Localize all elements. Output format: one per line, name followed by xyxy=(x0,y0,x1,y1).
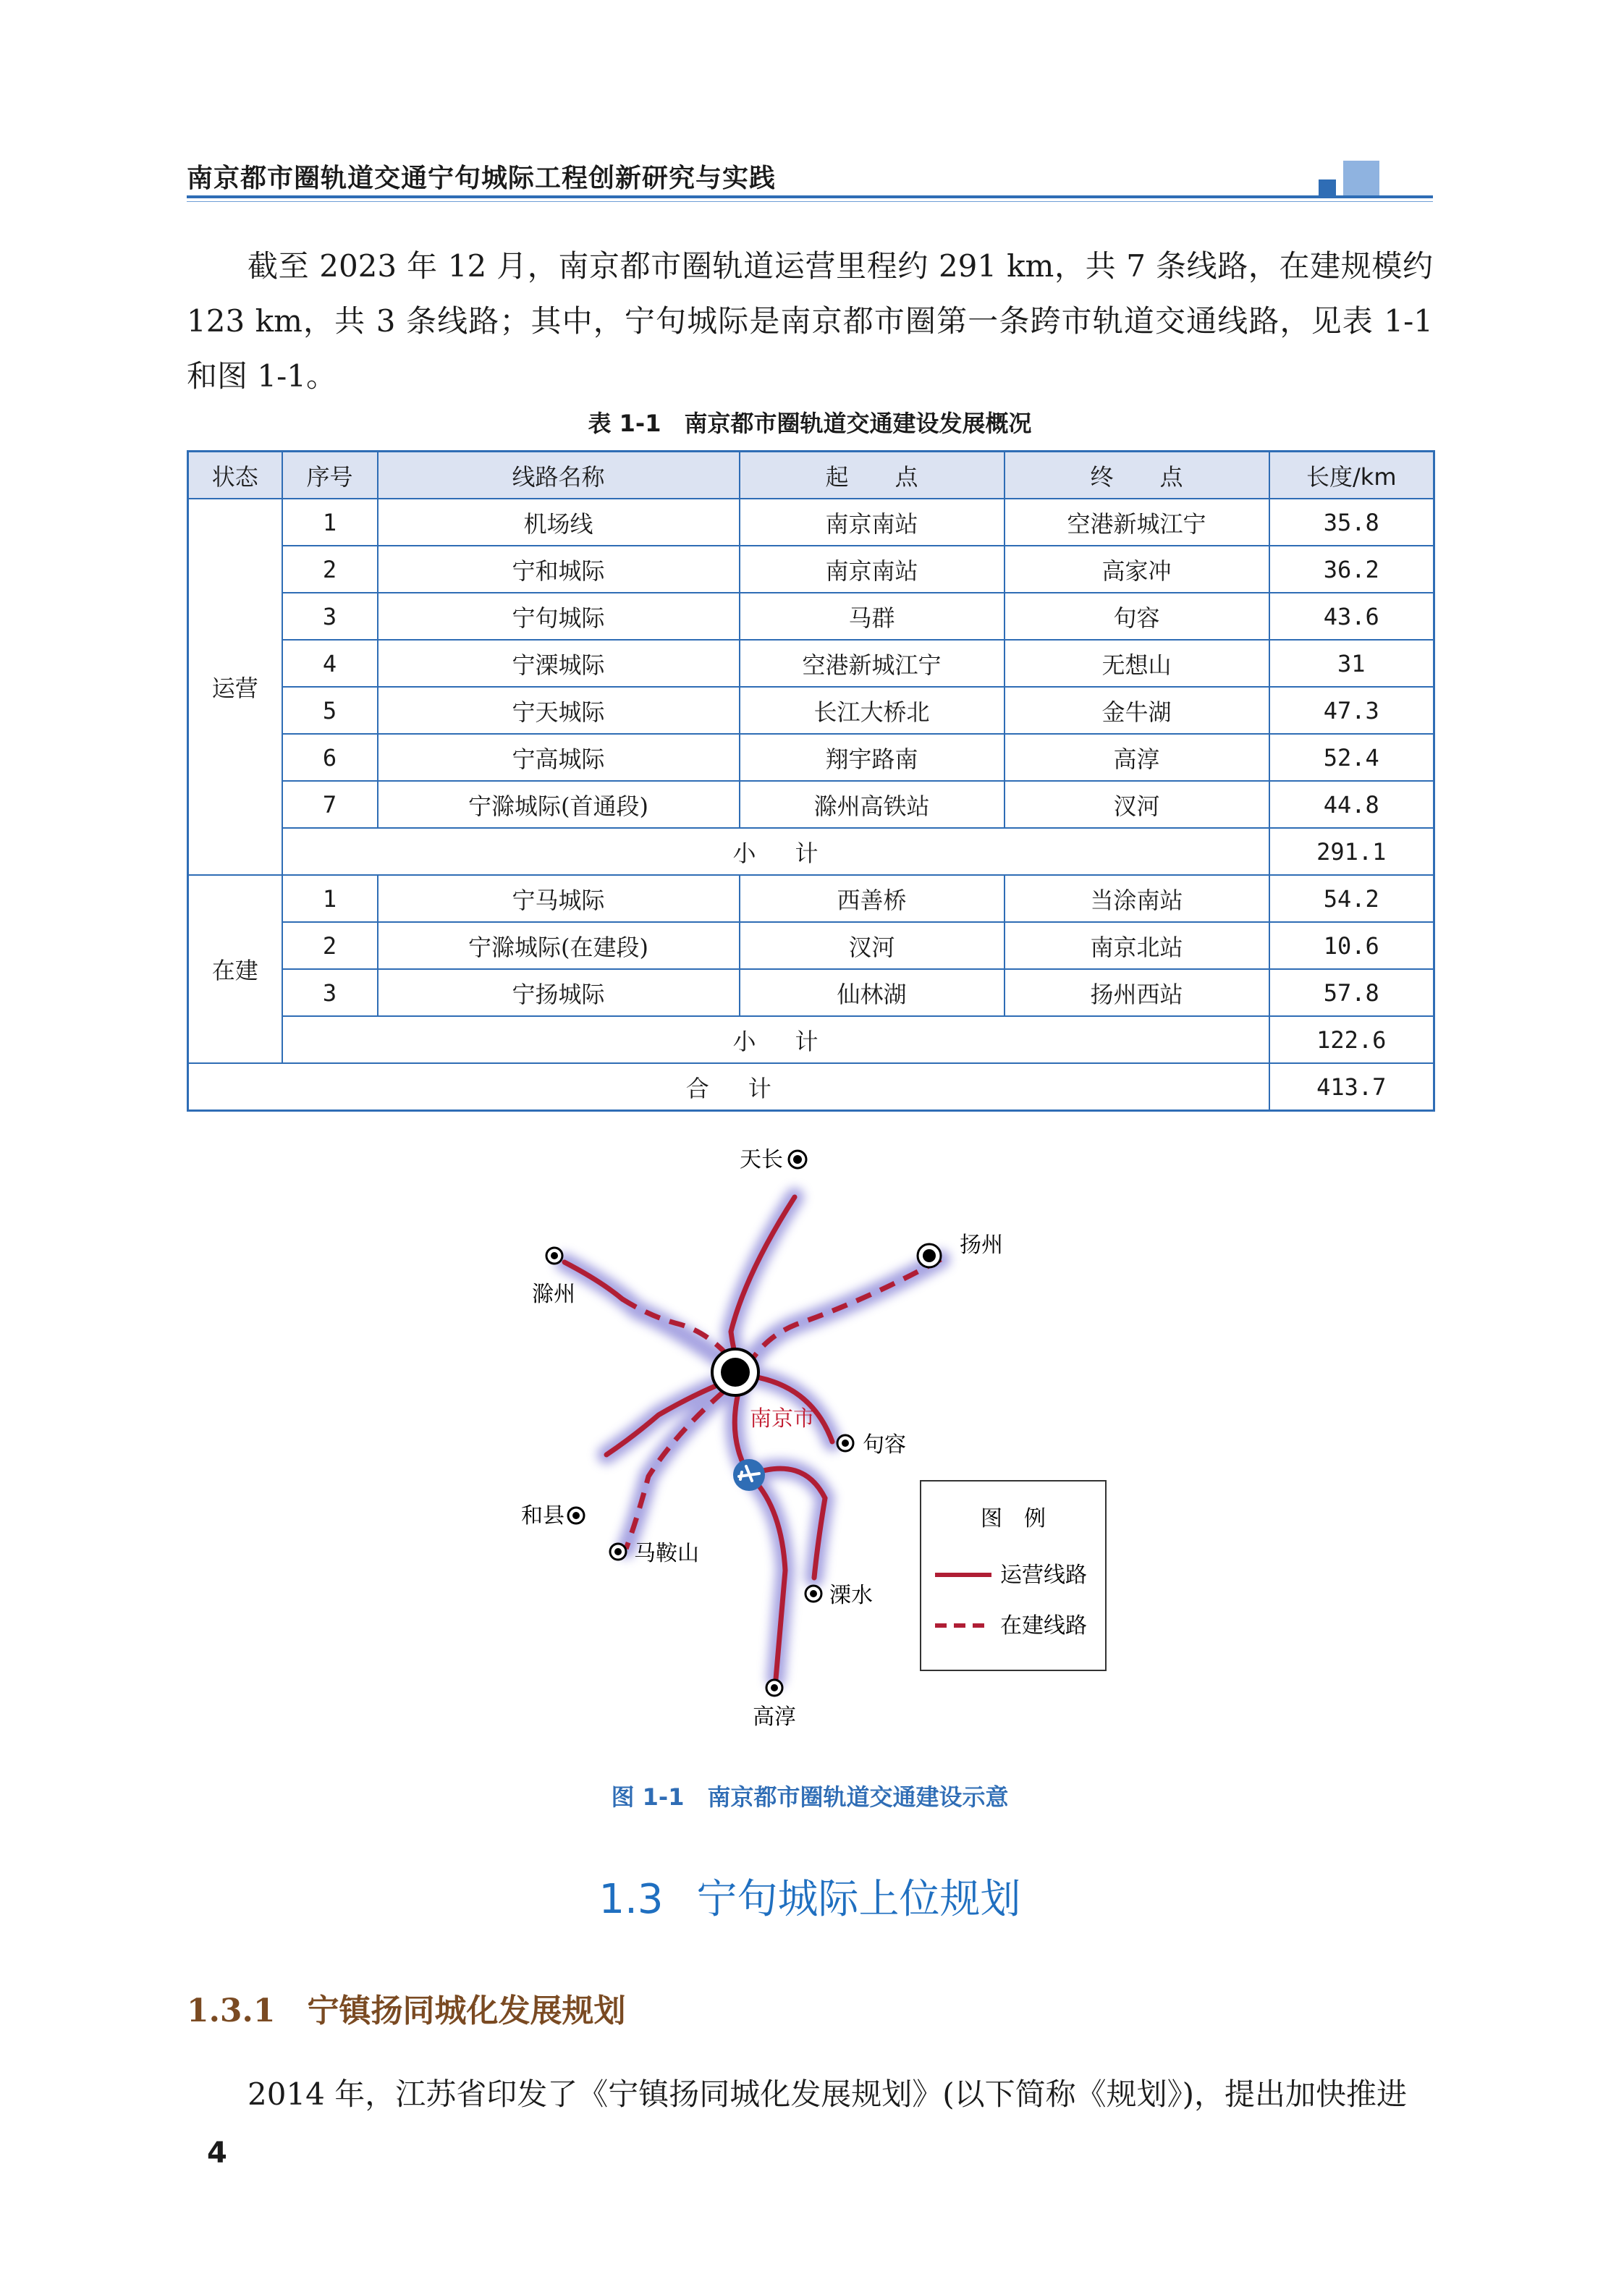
header-length: 长度/km xyxy=(1269,452,1434,499)
row-end: 汊河 xyxy=(1005,781,1269,828)
legend-construction-label: 在建线路 xyxy=(1000,1613,1087,1639)
row-length: 57.8 xyxy=(1269,969,1434,1016)
header-start: 起 点 xyxy=(740,452,1005,499)
book-title: 南京都市圈轨道交通宁句城际工程创新研究与实践 xyxy=(187,164,777,193)
row-index: 3 xyxy=(282,969,378,1016)
intro-paragraph: 截至 2023 年 12 月，南京都市圈轨道运营里程约 291 km，共 7 条线路，在建规模约 123 km，共 3 条线路；其中，宁句城际是南京都市圈第一条跨市轨道交通线路，见表 1-1 和图 1-1。 xyxy=(187,248,1433,394)
row-index: 5 xyxy=(282,687,378,734)
row-line-name: 宁句城际 xyxy=(378,593,740,640)
subtotal-label-text: 小计 xyxy=(732,839,858,867)
row-line-name: 机场线 xyxy=(378,499,740,546)
subsection-number: 1.3.1 xyxy=(187,1992,276,2029)
row-end: 当涂南站 xyxy=(1005,875,1269,922)
city-hexian xyxy=(521,1503,584,1529)
page-number: 4 xyxy=(207,2136,227,2170)
row-length: 35.8 xyxy=(1269,499,1434,546)
row-line-name: 宁滁城际(在建段) xyxy=(378,922,740,969)
table-row xyxy=(188,875,1434,922)
table-row xyxy=(188,546,1434,593)
status-construction: 在建 xyxy=(188,875,282,1063)
table-caption: 表 1-1 南京都市圈轨道交通建设发展概况 xyxy=(588,410,1032,437)
row-line-name: 宁扬城际 xyxy=(378,969,740,1016)
label-hexian: 和县 xyxy=(521,1503,564,1529)
figure-caption: 图 1-1 南京都市圈轨道交通建设示意 xyxy=(611,1783,1009,1811)
rail-network-map xyxy=(463,1144,1143,1766)
row-start: 长江大桥北 xyxy=(740,687,1005,734)
row-end: 句容 xyxy=(1005,593,1269,640)
row-length: 47.3 xyxy=(1269,687,1434,734)
row-length: 36.2 xyxy=(1269,546,1434,593)
header-line-name: 线路名称 xyxy=(378,452,740,499)
header-decoration-large xyxy=(1343,161,1379,195)
header-rule xyxy=(187,195,1433,198)
row-end: 金牛湖 xyxy=(1005,687,1269,734)
label-jurong: 句容 xyxy=(863,1432,906,1458)
header-status: 状态 xyxy=(188,452,282,499)
table-row xyxy=(188,687,1434,734)
city-maanshan xyxy=(610,1541,699,1566)
body-paragraph: 2014 年，江苏省印发了《宁镇扬同城化发展规划》(以下简称《规划》)，提出加快推进 xyxy=(248,2076,1408,2112)
row-length: 54.2 xyxy=(1269,875,1434,922)
row-length: 31 xyxy=(1269,640,1434,687)
row-end: 高家冲 xyxy=(1005,546,1269,593)
row-index: 1 xyxy=(282,875,378,922)
running-header xyxy=(187,153,1433,204)
row-start: 南京南站 xyxy=(740,499,1005,546)
table-row xyxy=(188,640,1434,687)
subtotal-row-operating xyxy=(188,828,1434,875)
subsection-heading xyxy=(187,1985,625,2031)
subtotal-label xyxy=(282,828,1269,875)
table-row xyxy=(188,734,1434,781)
row-start: 马群 xyxy=(740,593,1005,640)
row-index: 6 xyxy=(282,734,378,781)
row-index: 2 xyxy=(282,922,378,969)
label-tianchang: 天长 xyxy=(740,1147,783,1172)
row-end: 扬州西站 xyxy=(1005,969,1269,1016)
row-end: 南京北站 xyxy=(1005,922,1269,969)
city-yangzhou xyxy=(918,1233,1003,1267)
total-row xyxy=(188,1063,1434,1111)
row-start: 仙林湖 xyxy=(740,969,1005,1016)
row-index: 7 xyxy=(282,781,378,828)
city-lishui xyxy=(805,1583,873,1608)
row-index: 4 xyxy=(282,640,378,687)
label-yangzhou: 扬州 xyxy=(960,1233,1003,1258)
table-row xyxy=(188,781,1434,828)
header-decoration-small xyxy=(1319,179,1336,197)
subtotal-label xyxy=(282,1016,1269,1063)
map-legend xyxy=(921,1481,1106,1670)
label-gaochun: 高淳 xyxy=(753,1704,796,1730)
city-gaochun xyxy=(753,1680,796,1730)
label-maanshan: 马鞍山 xyxy=(634,1541,699,1566)
table-header-row xyxy=(188,452,1434,499)
row-index: 2 xyxy=(282,546,378,593)
row-line-name: 宁滁城际(首通段) xyxy=(378,781,740,828)
row-line-name: 宁溧城际 xyxy=(378,640,740,687)
row-start: 西善桥 xyxy=(740,875,1005,922)
table-row xyxy=(188,499,1434,546)
row-line-name: 宁天城际 xyxy=(378,687,740,734)
row-line-name: 宁高城际 xyxy=(378,734,740,781)
line-ningyang xyxy=(743,1259,941,1375)
total-label xyxy=(188,1063,1269,1111)
section-heading xyxy=(187,1867,1433,1925)
row-length: 10.6 xyxy=(1269,922,1434,969)
row-end: 无想山 xyxy=(1005,640,1269,687)
row-start: 翔宇路南 xyxy=(740,734,1005,781)
table-row xyxy=(188,922,1434,969)
header-rule-thin xyxy=(187,201,1433,202)
header-index: 序号 xyxy=(282,452,378,499)
operating-lines xyxy=(564,1197,832,1679)
row-line-name: 宁马城际 xyxy=(378,875,740,922)
row-line-name: 宁和城际 xyxy=(378,546,740,593)
label-nanjing: 南京市 xyxy=(750,1406,815,1432)
row-length: 44.8 xyxy=(1269,781,1434,828)
row-start: 南京南站 xyxy=(740,546,1005,593)
table-row xyxy=(188,593,1434,640)
label-lishui: 溧水 xyxy=(829,1583,873,1608)
subtotal-row-construction xyxy=(188,1016,1434,1063)
rail-development-table xyxy=(187,450,1435,1112)
city-tianchang xyxy=(740,1147,806,1172)
status-operating: 运营 xyxy=(188,499,282,875)
row-index: 1 xyxy=(282,499,378,546)
row-length: 52.4 xyxy=(1269,734,1434,781)
legend-operating-label: 运营线路 xyxy=(1000,1563,1087,1588)
header-end: 终 点 xyxy=(1005,452,1269,499)
city-jurong xyxy=(837,1432,906,1458)
subtotal-value: 291.1 xyxy=(1269,828,1434,875)
row-index: 3 xyxy=(282,593,378,640)
label-chuzhou: 滁州 xyxy=(532,1282,575,1307)
row-end: 高淳 xyxy=(1005,734,1269,781)
table-row xyxy=(188,969,1434,1016)
section-title: 宁句城际上位规划 xyxy=(696,1876,1021,1923)
legend-title: 图 例 xyxy=(981,1506,1046,1531)
row-start: 滁州高铁站 xyxy=(740,781,1005,828)
row-length: 43.6 xyxy=(1269,593,1434,640)
row-start: 汊河 xyxy=(740,922,1005,969)
subtotal-label-text: 小计 xyxy=(732,1027,858,1055)
row-start: 空港新城江宁 xyxy=(740,640,1005,687)
total-value: 413.7 xyxy=(1269,1063,1434,1111)
airplane-icon xyxy=(733,1459,765,1491)
total-label-text: 合计 xyxy=(685,1074,811,1102)
section-number: 1.3 xyxy=(599,1876,664,1923)
row-end: 空港新城江宁 xyxy=(1005,499,1269,546)
subtotal-value: 122.6 xyxy=(1269,1016,1434,1063)
subsection-title: 宁镇扬同城化发展规划 xyxy=(307,1992,626,2029)
